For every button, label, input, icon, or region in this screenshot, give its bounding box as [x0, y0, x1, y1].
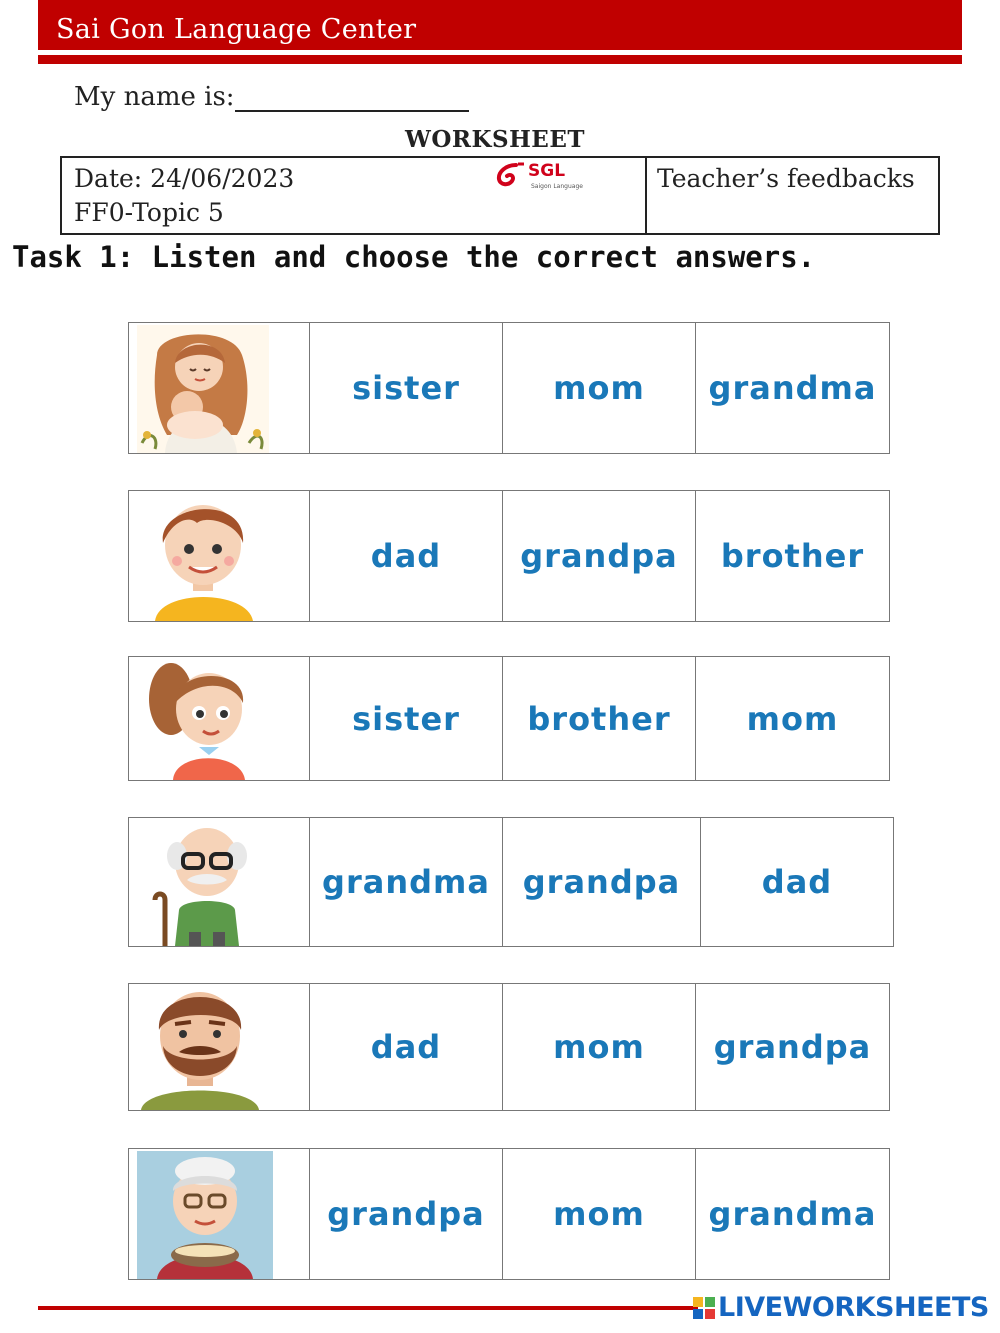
header-divider — [38, 55, 962, 64]
worksheet-title: WORKSHEET — [405, 126, 585, 153]
teacher-feedback-label: Teacher’s feedbacks — [657, 164, 915, 193]
logo-sub-text: Saigon Language — [531, 183, 583, 190]
bearded-man-picture — [137, 986, 269, 1110]
date-label: Date: 24/06/2023 — [74, 164, 295, 193]
answer-option-button[interactable]: mom — [502, 1148, 696, 1280]
picture-cell — [128, 656, 310, 781]
answer-option-button[interactable]: grandma — [695, 322, 890, 454]
org-name: Sai Gon Language Center — [56, 14, 417, 45]
answer-option-button[interactable]: grandpa — [502, 490, 696, 622]
answer-option-button[interactable]: grandpa — [502, 817, 701, 947]
header-bar — [38, 0, 962, 50]
answer-option-button[interactable]: brother — [502, 656, 696, 781]
footer-divider — [38, 1306, 698, 1310]
picture-cell — [128, 1148, 310, 1280]
answer-option-button[interactable]: sister — [309, 656, 503, 781]
liveworksheets-logo — [693, 1292, 989, 1326]
answer-option-button[interactable]: grandpa — [695, 983, 890, 1111]
logo-brand-text: SGL — [528, 161, 566, 181]
liveworksheets-icon — [693, 1297, 715, 1319]
answer-option-button[interactable]: brother — [695, 490, 890, 622]
picture-cell — [128, 490, 310, 622]
answer-option-button[interactable]: mom — [502, 322, 696, 454]
info-table — [60, 156, 940, 235]
boy-picture — [137, 493, 269, 621]
answer-option-button[interactable]: mom — [502, 983, 696, 1111]
task-instruction: Task 1: Listen and choose the correct answers. — [12, 240, 816, 274]
question-row — [128, 490, 890, 622]
grandfather-with-cane-picture — [137, 820, 269, 946]
answer-option-button[interactable]: mom — [695, 656, 890, 781]
sgl-logo-icon — [494, 162, 528, 190]
topic-label: FF0-Topic 5 — [74, 198, 224, 227]
info-left-cell — [62, 158, 647, 233]
picture-cell — [128, 817, 310, 947]
sgl-logo — [494, 162, 589, 196]
mother-holding-baby-picture — [137, 325, 269, 453]
question-row — [128, 817, 894, 947]
name-blank-field[interactable] — [235, 86, 469, 112]
answer-option-button[interactable]: dad — [309, 490, 503, 622]
answer-option-button[interactable]: grandma — [309, 817, 503, 947]
answer-option-button[interactable]: sister — [309, 322, 503, 454]
answer-option-button[interactable]: grandma — [695, 1148, 890, 1280]
girl-picture — [137, 659, 269, 780]
question-row — [128, 656, 890, 781]
question-row — [128, 1148, 890, 1280]
picture-cell — [128, 983, 310, 1111]
name-field-row — [74, 82, 469, 112]
liveworksheets-brand-text: LIVEWORKSHEETS — [718, 1292, 989, 1323]
question-row — [128, 322, 890, 454]
picture-cell — [128, 322, 310, 454]
answer-option-button[interactable]: dad — [309, 983, 503, 1111]
answer-option-button[interactable]: grandpa — [309, 1148, 503, 1280]
answer-option-button[interactable]: dad — [700, 817, 894, 947]
grandmother-cooking-picture — [137, 1151, 273, 1279]
question-row — [128, 983, 890, 1111]
name-label: My name is: — [74, 82, 235, 112]
